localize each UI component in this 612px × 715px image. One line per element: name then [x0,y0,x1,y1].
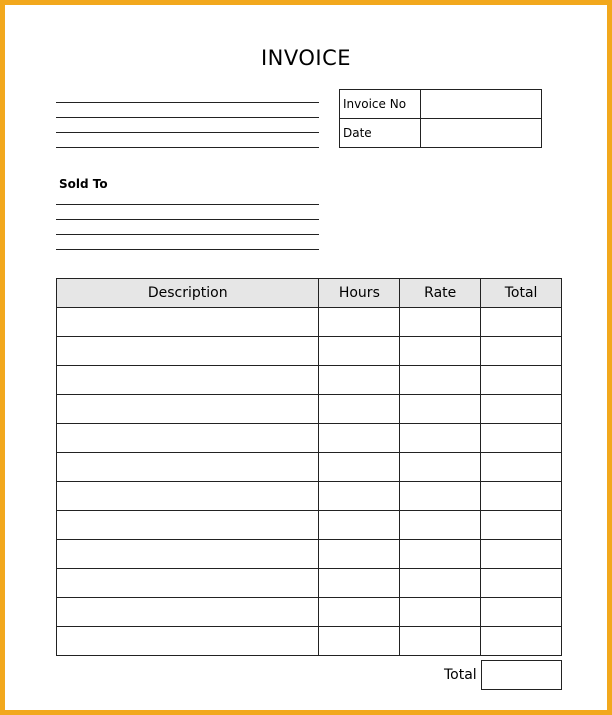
rate-cell[interactable] [400,569,481,598]
rate-cell[interactable] [400,453,481,482]
invoice-meta-table [339,89,542,148]
total-cell[interactable] [481,308,562,337]
hours-cell[interactable] [319,395,400,424]
column-header-total: Total [481,279,562,308]
date-label: Date [340,119,421,148]
rate-cell[interactable] [400,424,481,453]
description-cell[interactable] [57,453,319,482]
hours-cell[interactable] [319,308,400,337]
description-cell[interactable] [57,482,319,511]
page-title: INVOICE [260,46,352,70]
description-cell[interactable] [57,395,319,424]
rate-cell[interactable] [400,308,481,337]
total-cell[interactable] [481,453,562,482]
column-header-hours: Hours [319,279,400,308]
table-row [57,395,562,424]
hours-cell[interactable] [319,569,400,598]
sold-to-line[interactable] [56,249,319,250]
grand-total-label: Total [444,667,477,683]
hours-cell[interactable] [319,366,400,395]
table-row [57,569,562,598]
table-row [57,424,562,453]
description-cell[interactable] [57,540,319,569]
table-row [57,366,562,395]
address-line[interactable] [56,102,319,103]
table-row [57,482,562,511]
date-field[interactable] [421,119,542,148]
total-cell[interactable] [481,395,562,424]
rate-cell[interactable] [400,627,481,656]
column-header-rate: Rate [400,279,481,308]
sold-to-line[interactable] [56,219,319,220]
hours-cell[interactable] [319,337,400,366]
description-cell[interactable] [57,366,319,395]
sold-to-line[interactable] [56,234,319,235]
table-row [57,598,562,627]
rate-cell[interactable] [400,366,481,395]
rate-cell[interactable] [400,337,481,366]
invoice-no-field[interactable] [421,90,542,119]
total-cell[interactable] [481,482,562,511]
table-row [57,308,562,337]
hours-cell[interactable] [319,453,400,482]
description-cell[interactable] [57,627,319,656]
address-line[interactable] [56,117,319,118]
description-cell[interactable] [57,598,319,627]
rate-cell[interactable] [400,511,481,540]
description-cell[interactable] [57,424,319,453]
total-cell[interactable] [481,627,562,656]
invoice-no-label: Invoice No [340,90,421,119]
rate-cell[interactable] [400,482,481,511]
column-header-description: Description [57,279,319,308]
address-line[interactable] [56,132,319,133]
total-cell[interactable] [481,511,562,540]
total-cell[interactable] [481,337,562,366]
rate-cell[interactable] [400,598,481,627]
sold-to-label: Sold To [59,177,108,191]
total-cell[interactable] [481,540,562,569]
hours-cell[interactable] [319,627,400,656]
line-items-table [56,278,562,656]
sold-to-line[interactable] [56,204,319,205]
hours-cell[interactable] [319,598,400,627]
rate-cell[interactable] [400,540,481,569]
total-cell[interactable] [481,424,562,453]
total-cell[interactable] [481,569,562,598]
hours-cell[interactable] [319,482,400,511]
description-cell[interactable] [57,308,319,337]
hours-cell[interactable] [319,540,400,569]
hours-cell[interactable] [319,424,400,453]
table-row [57,511,562,540]
total-cell[interactable] [481,598,562,627]
description-cell[interactable] [57,569,319,598]
rate-cell[interactable] [400,395,481,424]
grand-total-field[interactable] [481,660,562,690]
address-line[interactable] [56,147,319,148]
table-row [57,453,562,482]
table-row [57,627,562,656]
description-cell[interactable] [57,337,319,366]
description-cell[interactable] [57,511,319,540]
table-row [57,337,562,366]
hours-cell[interactable] [319,511,400,540]
table-row [57,540,562,569]
total-cell[interactable] [481,366,562,395]
table-header-row [57,279,562,308]
